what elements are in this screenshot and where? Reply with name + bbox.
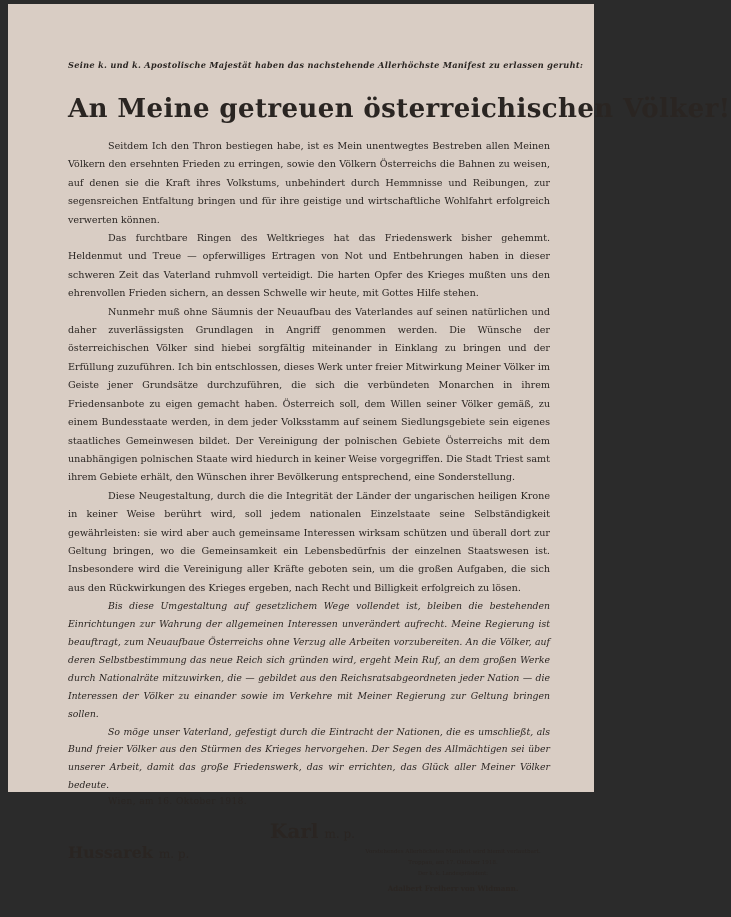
place-date: Wien, am 16. Oktober 1918. [108,797,248,808]
manifesto-sheet [8,4,731,894]
emperor-name: Karl [270,819,319,844]
decree-text: Vorstehendes Allerhöchstes Manifest wird hiemit verlautbart. [365,849,541,856]
paragraph-3: Nunmehr muß ohne Säumnis der Neuaufbau des Vaterlandes auf seinen natürlichen und daher zuverlässigsten Grundlagen in Angriff genommen werden. Die Wünsche der österreichischen Völker sind hiebei sorgfältig miteinander in Einklang zu bringen und der Erfüllung zuzuführen. Ich bin entschlossen, dieses Werk unter freier Mitwirkung Meiner Völker im Geiste jener Grundsätze durchzuführen, die sich die verbündeten Monarchen in ihrem Friedensanbote zu eigen gemacht haben. Österreich soll, dem Willen seiner Völker gemäß, zu einem Bundesstaate werden, in dem jeder Volksstamm auf seinem Siedlungsgebiete sein eigenes staatliches Gemeinwesen bildet. Der Vereinigung der polnischen Gebiete Österreichs mit dem unabhängigen polnischen Staate wird hiedurch in keiner Weise vorgegriffen. Die Stadt Triest samt ihrem Gebiete erhält, den Wünschen ihrer Bevölkerung entsprechend, eine Sonderstellung. [68,306,550,484]
minister-mp: m. p. [158,847,190,862]
paragraph-4: Diese Neugestaltung, durch die die Integrität der Länder der ungarischen heiligen Krone in keiner Weise berührt wird, soll jedem nationalen Einzelstaate seine Selbständigkeit gewährleisten: sie wird aber auch gemeinsame Interessen wirksam schützen und überall dort zur Geltung bringen, wo die Gemeinsamkeit ein Lebensbedürfnis der einzelnen Staatswesen ist. Insbesondere wird die Vereinigung aller Kräfte geboten sein, um die großen Aufgaben, die sich aus den Rückwirkungen des Krieges ergeben, nach Recht und Billigkeit erfolgreich zu lösen. [68,490,550,594]
minister-signature [68,843,189,862]
decree-place-date: Troppau, am 17. Oktober 1918. [408,860,498,867]
signature-area [68,807,550,917]
paragraph-5: Bis diese Umgestaltung auf gesetzlichem Wege vollendet ist, bleiben die bestehenden Einrichtungen zur Wahrung der allgemeinen Interessen unverändert aufrecht. Meine Regierung ist beauftragt, zum Neuaufbaue Österreichs ohne Verzug alle Arbeiten vorzubereiten. An die Völker, auf deren Selbstbestimmung das neue Reich sich gründen wird, ergeht Mein Ruf, an dem großen Werke durch Nationalräte mitzuwirken, die — gebildet aus den Reichsratsabgeordneten jeder Nation — die Interessen der Völker zu einander sowie im Verkehre mit Meiner Regierung zur Geltung bringen sollen. [68,601,550,720]
emperor-signature [270,819,355,843]
publication-decree [348,847,558,894]
governor-name: Adalbert Freiherr von Widmann. [387,884,519,894]
manifesto-title: An Meine getreuen österreichischen Völker! [68,94,731,124]
paragraph-2: Das furchtbare Ringen des Weltkrieges hat das Friedenswerk bisher gehemmt. Heldenmut und Treue — opferwilliges Ertragen von Not und Entbehrungen haben in dieser schweren Zeit das Vaterland ruhmvoll verteidigt. Die harten Opfer des Krieges mußten uns den ehrenvollen Frieden sichern, an dessen Schwelle wir heute, mit Gottes Hilfe stehen. [68,233,550,300]
paragraph-1: Seitdem Ich den Thron bestiegen habe, ist es Mein unentwegtes Bestreben allen Meinen Völkern den ersehnten Frieden zu erringen, sowie den Völkern Österreichs die Bahnen zu weisen, auf denen sie die Kraft ihres Volkstums, unbehindert durch Hemmnisse und Reibungen, zur segensreichen Entfaltung bringen und für ihre geistige und wirtschaftliche Wohlfahrt erfolgreich verwerten können. [68,141,550,226]
paragraph-6: So möge unser Vaterland, gefestigt durch die Eintracht der Nationen, die es umschließt, als Bund freier Völker aus den Stürmen des Krieges hervorgehen. Der Segen des Allmächtigen sei über unserer Arbeit, damit das große Friedenswerk, das wir errichten, das Glück aller Meiner Völker bedeute. [68,726,550,792]
decree-office: Der k. k. Landespräsident: [418,871,488,878]
emperor-mp: m. p. [324,827,355,842]
manifesto-body [68,138,550,795]
preamble: Seine k. und k. Apostolische Majestät haben das nachstehende Allerhöchste Manifest zu erlassen geruht: [68,60,584,70]
minister-name: Hussarek [68,843,153,863]
